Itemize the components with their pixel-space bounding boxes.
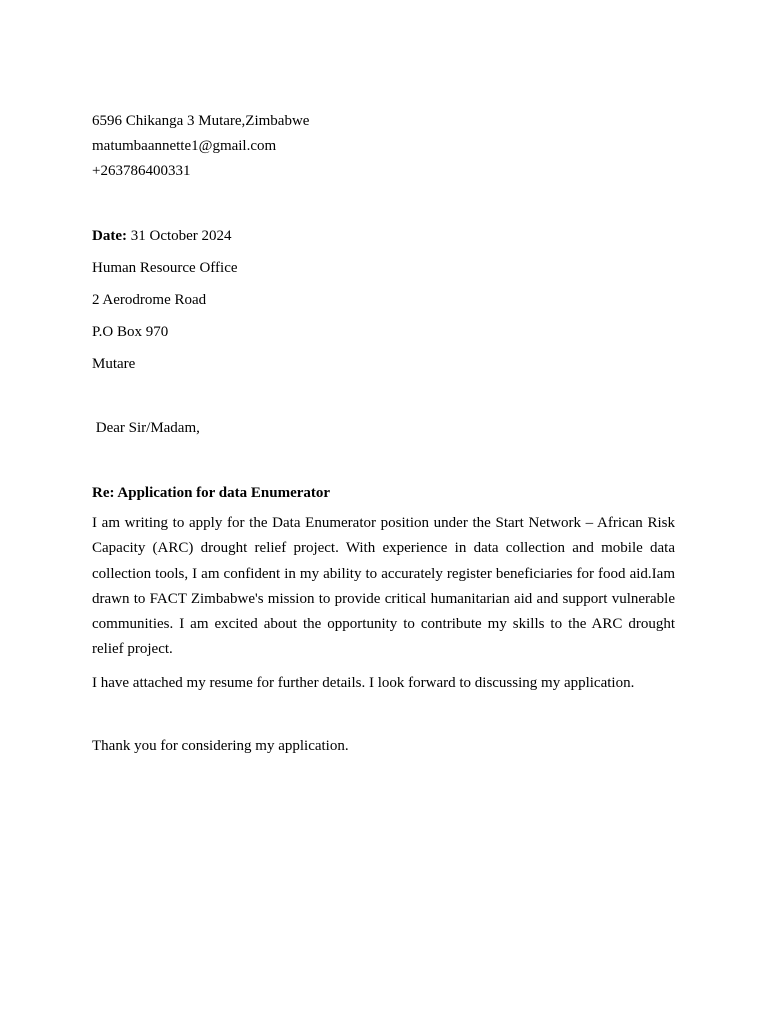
recipient-po-box: P.O Box 970 bbox=[92, 324, 169, 340]
sender-phone: +263786400331 bbox=[92, 163, 191, 179]
body-paragraph-1: I am writing to apply for the Data Enumerator position under the Start Network – African Risk Capacity (ARC) drought relief project. With experience in data collection and mobile data collection tools, I am confident in my ability to accurately register beneficiaries for food aid.Iam drawn to FACT Zimbabwe's mission to provide critical humanitarian aid and support vulnerable communities. I am excited about the opportunity to contribute my skills to the ARC drought relief project. bbox=[92, 515, 675, 658]
date-value: 31 October 2024 bbox=[126, 228, 232, 244]
recipient-street: 2 Aerodrome Road bbox=[92, 292, 207, 308]
salutation: Dear Sir/Madam, bbox=[92, 420, 200, 436]
date-label: Date: bbox=[92, 228, 127, 244]
date-line bbox=[92, 227, 232, 245]
closing-line: Thank you for considering my application. bbox=[92, 738, 349, 754]
subject-line: Re: Application for data Enumerator bbox=[92, 485, 331, 501]
recipient-city: Mutare bbox=[92, 356, 136, 372]
body-paragraph-2: I have attached my resume for further details. I look forward to discussing my application. bbox=[92, 675, 635, 691]
recipient-office: Human Resource Office bbox=[92, 260, 238, 276]
sender-email: matumbaannette1@gmail.com bbox=[92, 138, 277, 154]
sender-address: 6596 Chikanga 3 Mutare,Zimbabwe bbox=[92, 113, 310, 129]
